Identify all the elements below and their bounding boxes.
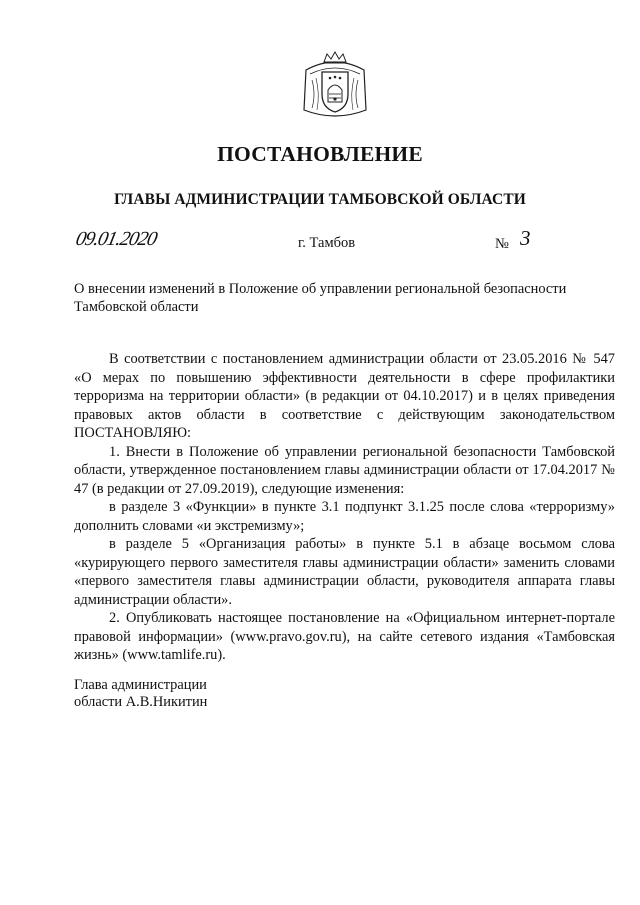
paragraph-change-1: в разделе 3 «Функции» в пункте 3.1 подпункт 3.1.25 после слова «терроризму» дополнить словами «и экстремизму»; xyxy=(74,499,615,534)
signature-block xyxy=(74,677,207,711)
signature-position: Глава администрации xyxy=(74,677,207,693)
document-subtitle: ГЛАВЫ АДМИНИСТРАЦИИ ТАМБОВСКОЙ ОБЛАСТИ xyxy=(114,191,526,208)
city: г. Тамбов xyxy=(298,235,356,251)
number-label: № xyxy=(495,236,509,252)
paragraph-item-1: 1. Внести в Положение об управлении региональной безопасности Тамбовской области, утвержденное постановлением главы администрации области от 17.04.2017 № 47 (в редакции от 27.09.2019), следующие изменения: xyxy=(74,443,615,497)
paragraph-item-2: 2. Опубликовать настоящее постановление на «Официальном интернет-портале правовой информации» (www.pravo.gov.ru), на сайте сетевого издания «Тамбовская жизнь» (www.tamlife.ru). xyxy=(74,610,615,663)
signature-name: области А.В.Никитин xyxy=(74,694,208,710)
handwritten-number: 3 xyxy=(520,226,531,250)
document-title: ПОСТАНОВЛЕНИЕ xyxy=(217,142,423,166)
coat-of-arms-icon xyxy=(300,50,370,122)
subject-line: О внесении изменений в Положение об управлении региональной безопасности Тамбовской области xyxy=(74,281,567,315)
paragraph-preamble: В соответствии с постановлением администрации области от 23.05.2016 № 547 «О мерах по повышению эффективности деятельности в сфере профилактики терроризма на территории области» (в редакции от 04.10.2017) и в целях приведения правовых актов области в соответствие с действующим законодательством ПОСТАНОВЛЯЮ: xyxy=(74,351,615,441)
handwritten-date: 09.01.2020 xyxy=(73,228,159,250)
paragraph-change-2: в разделе 5 «Организация работы» в пункте 5.1 в абзаце восьмом слова «курирующего первого заместителя главы администрации области» заменить словами «первого заместителя главы администрации области, руководителя аппарата главы администрации области». xyxy=(74,536,615,608)
document-body xyxy=(74,350,615,665)
